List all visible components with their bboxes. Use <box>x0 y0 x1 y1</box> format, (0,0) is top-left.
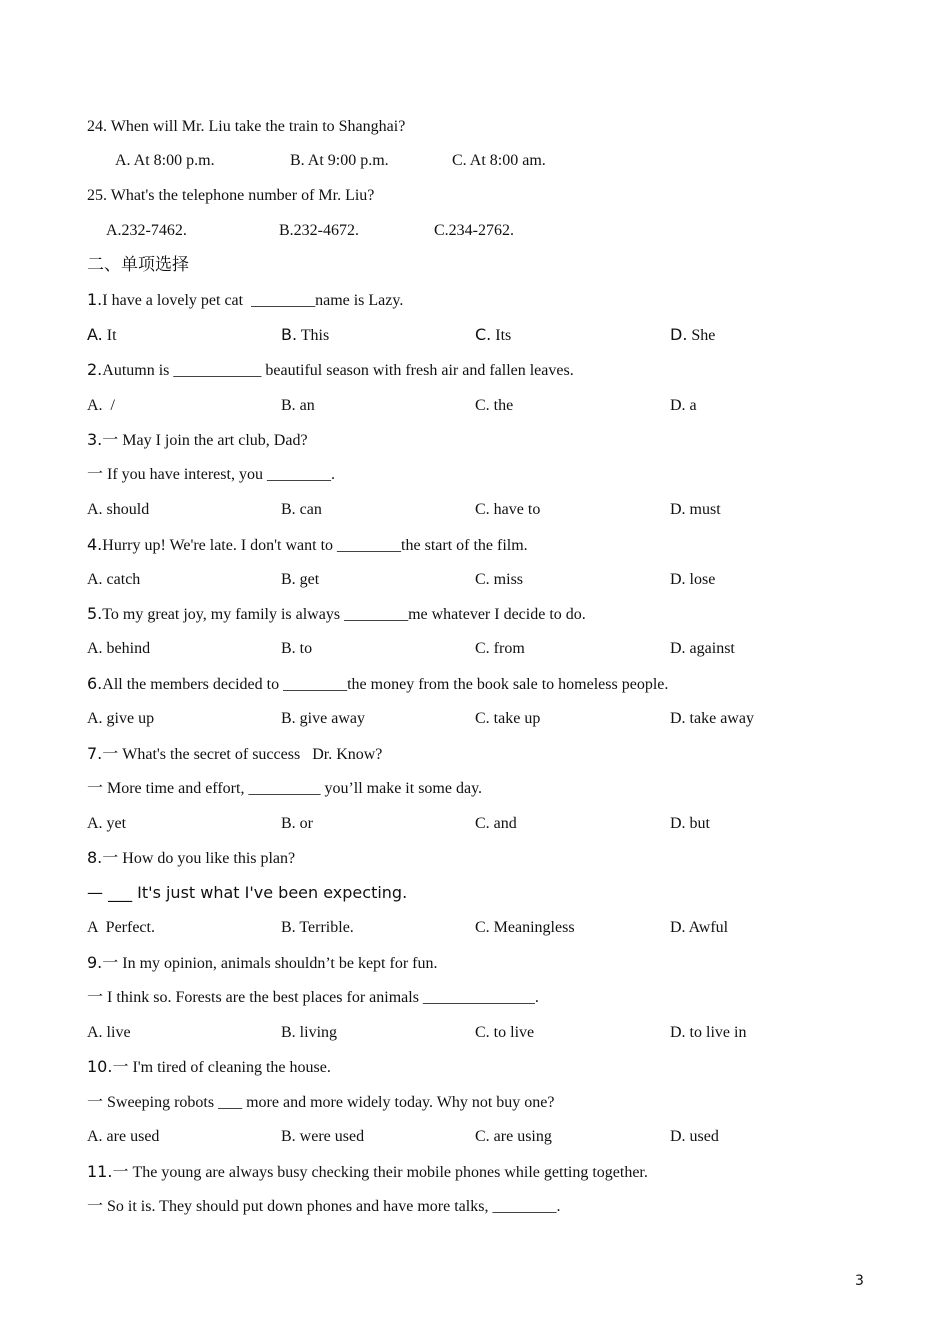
question-4-option-d: D. lose <box>670 571 716 588</box>
question-24-stem: 24. When will Mr. Liu take the train to Shanghai? <box>87 118 406 135</box>
question-6-option-c: C. take up <box>475 710 541 727</box>
question-2-option-b: B. an <box>281 397 315 414</box>
question-9-option-a: A. live <box>87 1024 131 1041</box>
question-25-option-a: A.232-7462. <box>106 222 187 239</box>
question-8-reply: — ___ It's just what I've been expecting. <box>87 883 408 902</box>
question-25-option-b: B.232-4672. <box>279 222 359 239</box>
question-9-option-c: C. to live <box>475 1024 535 1041</box>
question-11-stem: 11.一 The young are always busy checking their mobile phones while getting together. <box>87 1162 648 1181</box>
question-4-stem: 4.Hurry up! We're late. I don't want to ________the start of the film. <box>87 535 528 554</box>
question-5-option-b: B. to <box>281 640 313 657</box>
question-5-option-d: D. against <box>670 640 735 657</box>
question-5-stem: 5.To my great joy, my family is always ________me whatever I decide to do. <box>87 604 586 623</box>
question-2-option-a: A. / <box>87 397 115 414</box>
question-1-option-b: B. This <box>281 325 330 344</box>
question-5-option-c: C. from <box>475 640 525 657</box>
page-number: 3 <box>855 1273 864 1289</box>
question-1-option-d: D. She <box>670 325 716 344</box>
question-3-stem: 3.一 May I join the art club, Dad? <box>87 430 308 449</box>
question-6-option-a: A. give up <box>87 710 155 727</box>
question-7-reply: 一 More time and effort, _________ you’ll make it some day. <box>87 780 483 797</box>
question-1-option-c: C. Its <box>475 325 512 344</box>
question-5-option-a: A. behind <box>87 640 151 657</box>
question-1-stem: 1.I have a lovely pet cat ________name is Lazy. <box>87 290 404 309</box>
question-4-option-a: A. catch <box>87 571 141 588</box>
question-9-option-d: D. to live in <box>670 1024 747 1041</box>
question-24-option-a: A. At 8:00 p.m. <box>115 152 215 169</box>
question-10-stem: 10.一 I'm tired of cleaning the house. <box>87 1057 331 1076</box>
question-8-stem: 8.一 How do you like this plan? <box>87 848 296 867</box>
question-8-option-a: A Perfect. <box>87 919 155 936</box>
question-9-option-b: B. living <box>281 1024 338 1041</box>
question-10-option-b: B. were used <box>281 1128 365 1145</box>
question-9-reply: 一 I think so. Forests are the best places for animals ______________. <box>87 989 539 1006</box>
question-6-stem: 6.All the members decided to ________the money from the book sale to homeless people. <box>87 674 669 693</box>
question-2-stem: 2.Autumn is ___________ beautiful season with fresh air and fallen leaves. <box>87 360 574 379</box>
question-24-option-b: B. At 9:00 p.m. <box>290 152 389 169</box>
question-11-reply: 一 So it is. They should put down phones and have more talks, ________. <box>87 1198 561 1215</box>
question-3-option-a: A. should <box>87 501 150 518</box>
question-7-option-b: B. or <box>281 815 313 832</box>
question-10-option-c: C. are using <box>475 1128 552 1145</box>
question-10-option-a: A. are used <box>87 1128 160 1145</box>
question-25-option-c: C.234-2762. <box>434 222 514 239</box>
question-8-option-b: B. Terrible. <box>281 919 354 936</box>
question-1-option-a: A. It <box>87 325 117 344</box>
question-6-option-b: B. give away <box>281 710 365 727</box>
question-10-option-d: D. used <box>670 1128 719 1145</box>
question-9-stem: 9.一 In my opinion, animals shouldn’t be kept for fun. <box>87 953 438 972</box>
question-2-option-d: D. a <box>670 397 697 414</box>
question-25-stem: 25. What's the telephone number of Mr. Liu? <box>87 187 375 204</box>
question-7-option-c: C. and <box>475 815 517 832</box>
question-7-stem: 7.一 What's the secret of success Dr. Know? <box>87 744 383 763</box>
question-8-option-d: D. Awful <box>670 919 729 936</box>
section-title: 二、单项选择 <box>87 255 189 275</box>
question-6-option-d: D. take away <box>670 710 754 727</box>
question-7-option-d: D. but <box>670 815 710 832</box>
question-24-option-c: C. At 8:00 am. <box>452 152 546 169</box>
question-3-option-b: B. can <box>281 501 322 518</box>
question-4-option-c: C. miss <box>475 571 524 588</box>
question-8-option-c: C. Meaningless <box>475 919 575 936</box>
question-2-option-c: C. the <box>475 397 514 414</box>
question-3-reply: 一 If you have interest, you ________. <box>87 466 335 483</box>
question-3-option-c: C. have to <box>475 501 541 518</box>
question-10-reply: 一 Sweeping robots ___ more and more widely today. Why not buy one? <box>87 1094 555 1111</box>
question-3-option-d: D. must <box>670 501 721 518</box>
question-7-option-a: A. yet <box>87 815 127 832</box>
question-4-option-b: B. get <box>281 571 320 588</box>
